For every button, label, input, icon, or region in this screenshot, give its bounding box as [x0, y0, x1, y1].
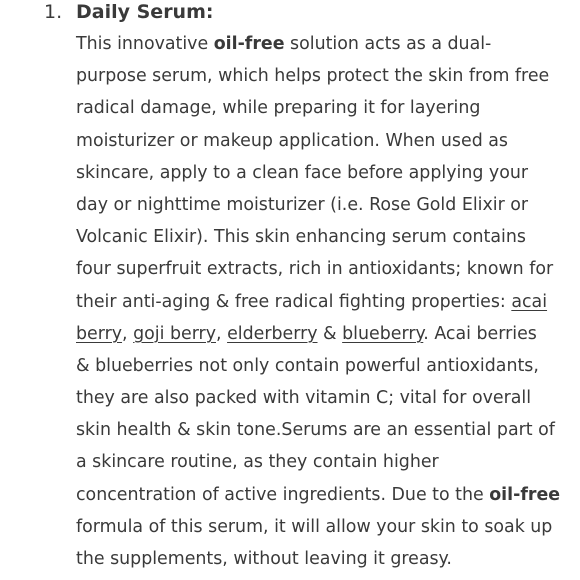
blueberry-link[interactable]: blueberry — [342, 323, 424, 344]
text-line: & blueberries not only contain powerful antioxidants, — [76, 355, 539, 376]
text-segment: This innovative — [76, 34, 214, 54]
text-segment: . Acai berries — [423, 323, 537, 344]
text-segment: solution acts as a dual- — [284, 34, 492, 54]
list-item-number: 1. — [44, 1, 63, 23]
text-line — [76, 479, 566, 511]
text-line: moisturizer or makeup application. When used as — [76, 130, 508, 151]
emphasis-oil-free: oil-free — [213, 34, 285, 54]
text-line — [76, 318, 566, 350]
text-line: four superfruit extracts, rich in antioxidants; known for — [76, 259, 554, 280]
text-line: purpose serum, which helps protect the skin from free — [76, 66, 550, 87]
acai-berry-link[interactable]: acai — [511, 291, 548, 312]
list-item-title: Daily Serum: — [76, 1, 214, 23]
text-line — [76, 28, 566, 60]
text-line: they are also packed with vitamin C; vital for overall — [76, 388, 532, 409]
text-line: Volcanic Elixir). This skin enhancing serum contains — [76, 227, 526, 248]
text-line: skin health & skin tone.Serums are an essential part of — [76, 420, 555, 441]
elderberry-link[interactable]: elderberry — [227, 323, 318, 344]
text-segment: , — [216, 323, 228, 344]
text-segment: their anti-aging & free radical fighting properties: — [76, 291, 512, 312]
text-line: a skincare routine, as they contain higher — [76, 452, 439, 473]
acai-berry-link-cont[interactable]: berry — [76, 323, 123, 344]
text-line: formula of this serum, it will allow your skin to soak up — [76, 516, 553, 537]
goji-berry-link[interactable]: goji berry — [133, 323, 216, 344]
text-line — [76, 286, 566, 318]
text-segment: , — [122, 323, 134, 344]
text-line: skincare, apply to a clean face before applying your — [76, 162, 529, 183]
list-item-description — [76, 28, 566, 575]
text-line: day or nighttime moisturizer (i.e. Rose Gold Elixir or — [76, 194, 529, 215]
text-segment: concentration of active ingredients. Due to the — [76, 484, 490, 505]
emphasis-oil-free: oil-free — [489, 484, 561, 505]
text-line: radical damage, while preparing it for layering — [76, 98, 481, 119]
text-segment: & — [317, 323, 343, 344]
text-line: the supplements, without leaving it greasy. — [76, 549, 452, 569]
